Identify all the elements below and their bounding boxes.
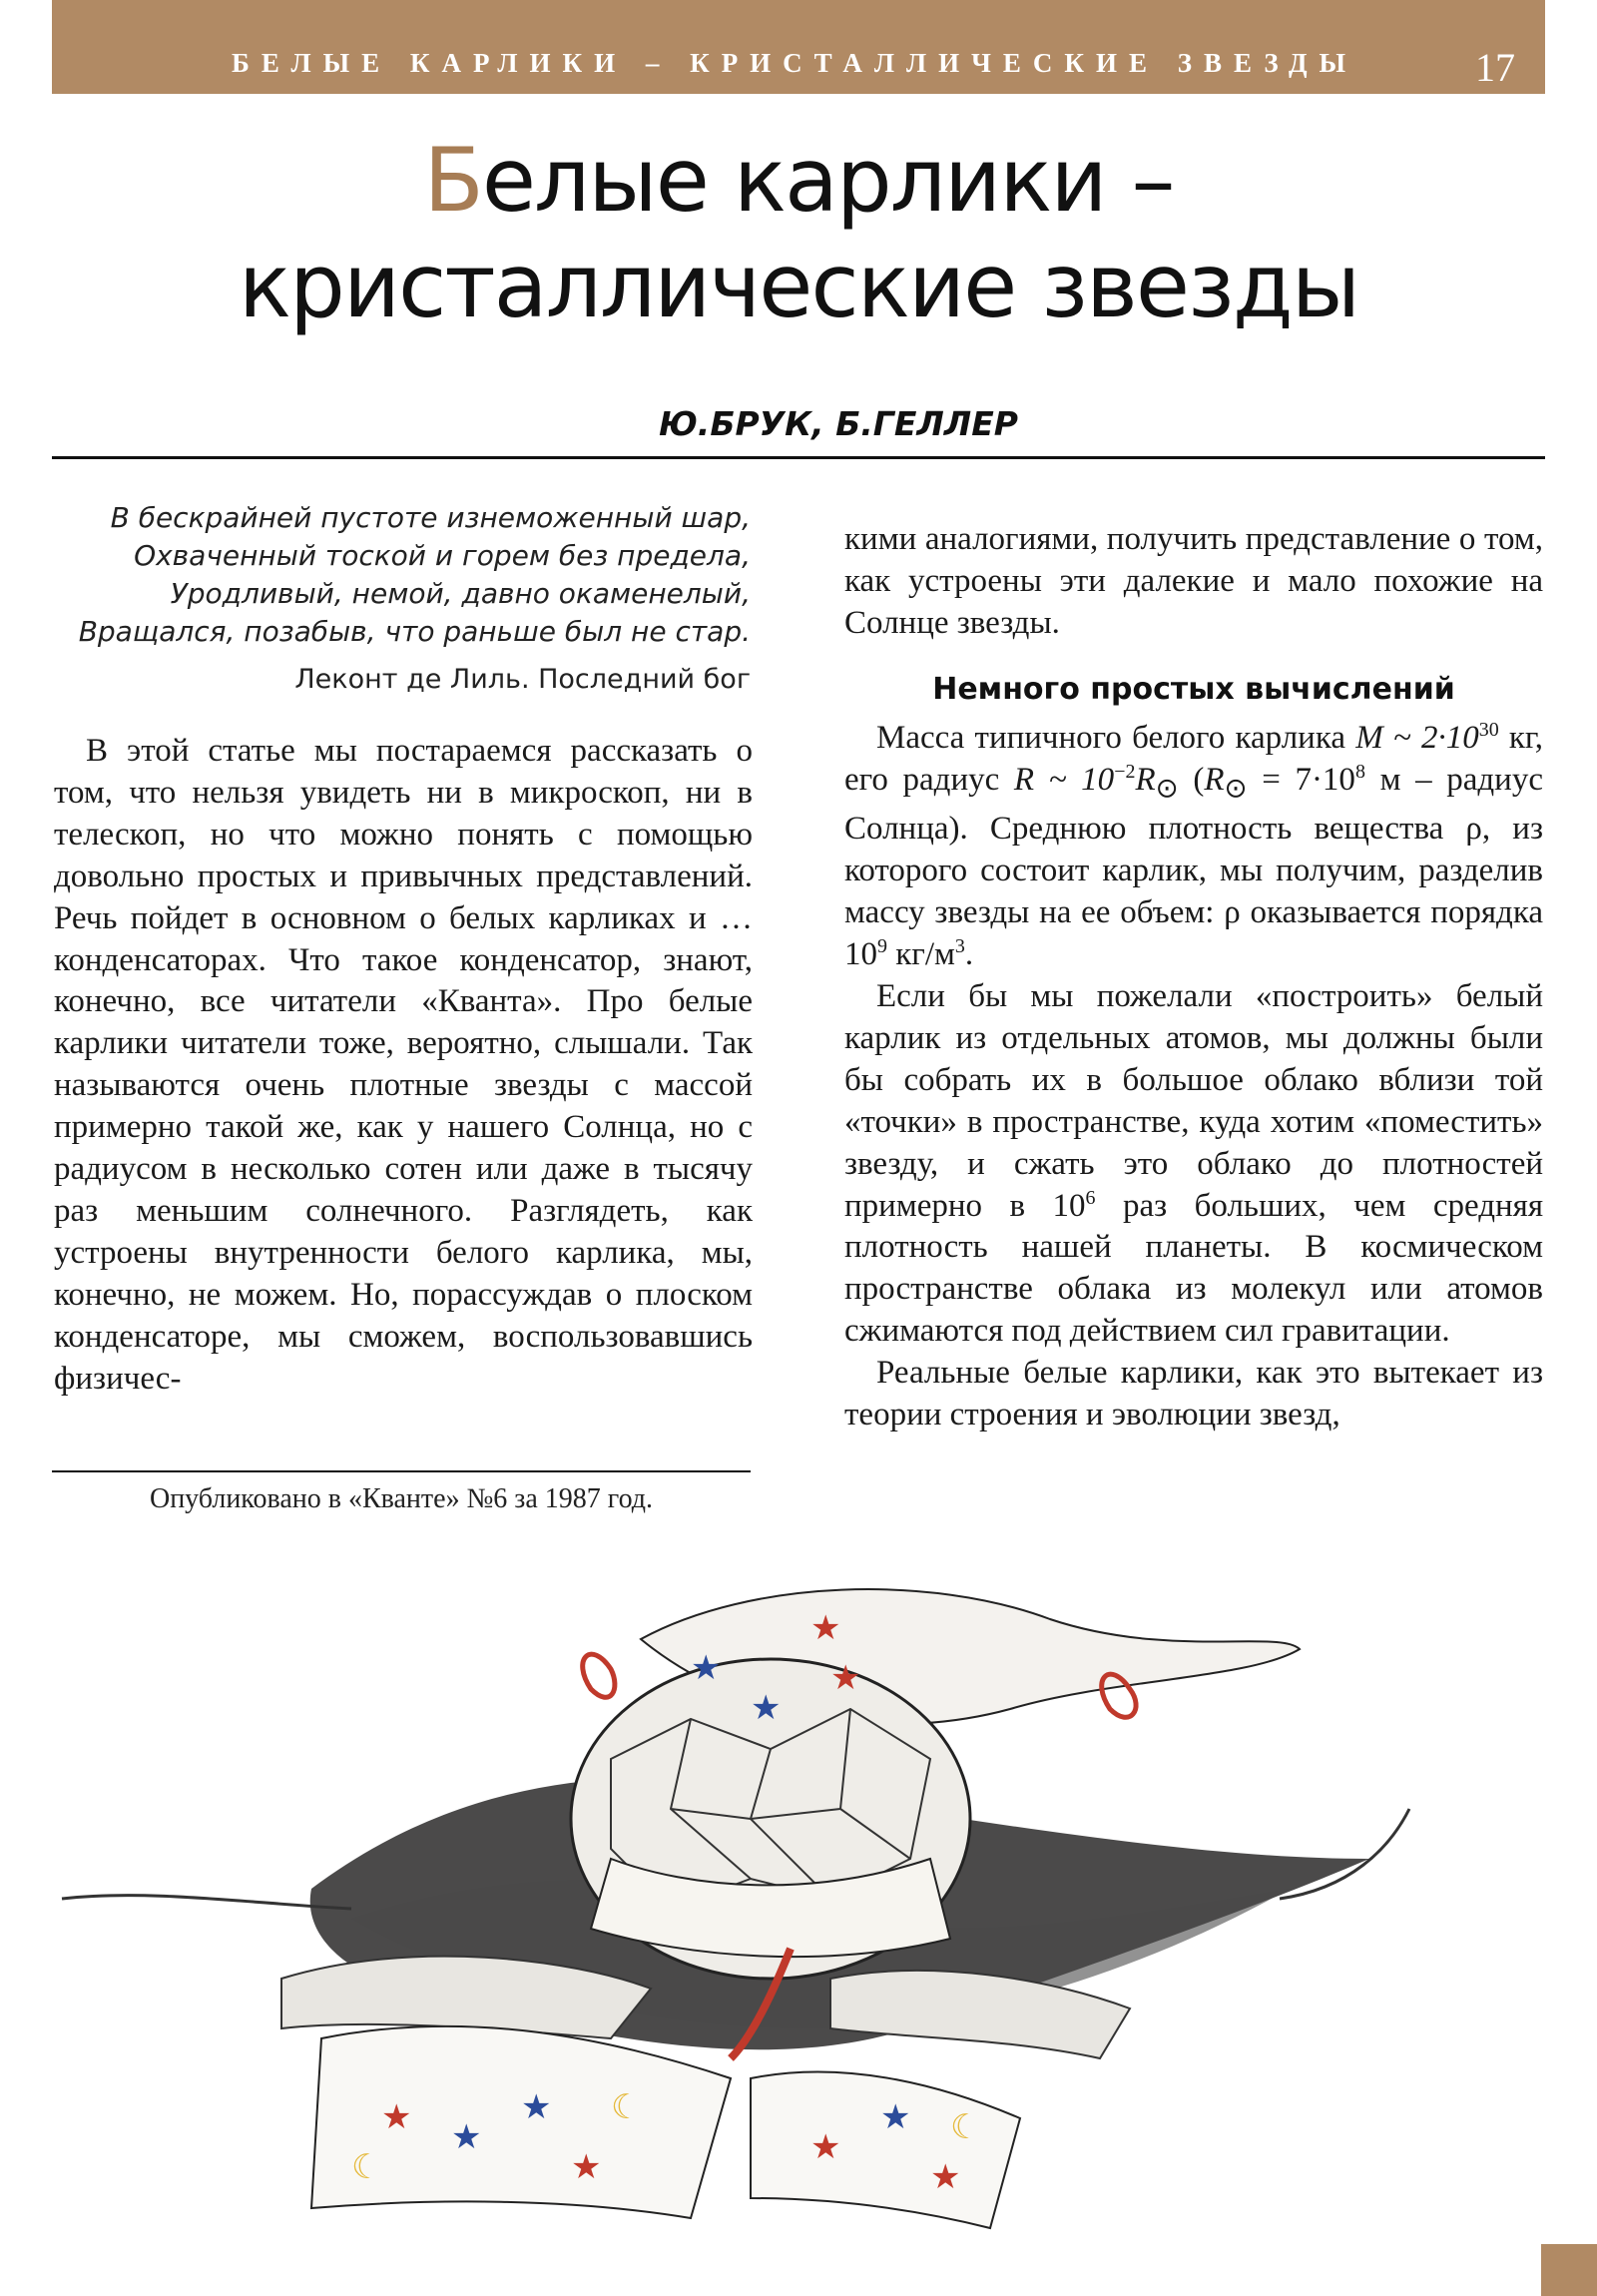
intro-paragraph: В этой статье мы постараемся рассказать о том, что нельзя увидеть ни в микроскоп, ни в телескоп, но что можно понять с помощью довольно простых и привычных представлений. Речь пойдет в основном о белых карликах и … конденсаторах. Что такое конденсатор, знают, конечно, все читатели «Кванта». Про белые карлики читатели тоже, вероятно, слышали. Так называются очень плотные звезды с массой примерно такой же, как у нашего Солнца, но с радиусом в несколько сотен или даже в тысячу раз меньшим солнечного. Разглядеть, как устроены внутренности белого карлика, мы, конечно, не можем. Но, порассуждав о плоском конденсаторе, мы сможем, воспользовавшись физичес-	[54, 733, 753, 1397]
real-dwarfs-paragraph: Реальные белые карлики, как это вытекает из теории строения и эволюции звезд,	[844, 1355, 1543, 1434]
svg-text:★: ★	[751, 1688, 782, 1728]
continuation-paragraph: кими аналогиями, получить представление о том, как устроены эти далекие и мало похожие на Солнце звезды.	[844, 521, 1543, 641]
crystal-star-illustration	[52, 1559, 1545, 2258]
mass-paragraph: Масса типичного белого карлика M ~ $2\cdot 10^{30}$ кг, его радиус R ~ $10^{-2}R_⊙$ ($R_⊙ = 7\cdot 10^8$ м – радиус Солнца). Среднюю плотность вещества ρ, из которого состоит карлик, мы получим, разделив массу звезды на ее объем: ρ оказывается порядка $10^9$ $кг/м^3$.	[844, 719, 1543, 973]
article-authors: Ю.БРУК, Б.ГЕЛЛЕР	[659, 404, 1018, 443]
epigraph-line: Вращался, позабыв, что раньше был не стар.	[78, 615, 751, 648]
svg-text:★: ★	[451, 2117, 482, 2157]
svg-text:★: ★	[691, 1648, 722, 1688]
epigraph-source: Леконт де Лиль. Последний бог	[294, 664, 751, 695]
svg-text:☾: ☾	[950, 2107, 981, 2147]
page-number: 17	[1475, 45, 1515, 90]
svg-text:★: ★	[880, 2097, 911, 2137]
running-title: БЕЛЫЕ КАРЛИКИ – КРИСТАЛЛИЧЕСКИЕ ЗВЕЗДЫ	[232, 48, 1358, 78]
svg-text:☾: ☾	[351, 2147, 382, 2187]
svg-text:☾: ☾	[611, 2087, 642, 2127]
title-initial: Б	[423, 129, 482, 232]
left-column	[54, 731, 753, 1401]
svg-text:★: ★	[810, 1608, 841, 1648]
svg-text:★: ★	[930, 2157, 961, 2197]
right-column-continuation	[844, 519, 1543, 645]
sun-symbol-icon: ⊙	[1224, 772, 1248, 804]
publication-footnote: Опубликовано в «Кванте» №6 за 1987 год.	[149, 1483, 654, 1514]
footnote-divider	[52, 1470, 751, 1472]
svg-text:★: ★	[830, 1658, 861, 1698]
construction-paragraph: Если бы мы пожелали «построить» белый карлик из отдельных атомов, мы должны были бы собрать их в большое облако вблизи той «точки» в пространстве, куда хотим «поместить» звезду, и сжать это облако до плотностей примерно в $10^6$ раз больших, чем средняя плотность нашей планеты. В космическом пространстве облака из молекул или атомов сжимаются под действием сил гравитации.	[844, 978, 1544, 1350]
title-line2: кристаллические звезды	[238, 235, 1359, 337]
section-heading: Немного простых вычислений	[932, 672, 1455, 707]
svg-text:★: ★	[571, 2147, 602, 2187]
epigraph-line: Уродливый, немой, давно окаменелый,	[170, 577, 751, 610]
page-corner-tab	[1541, 2244, 1597, 2296]
right-column-body	[844, 718, 1543, 1436]
title-line1: елые карлики –	[481, 129, 1174, 232]
svg-text:★: ★	[381, 2097, 412, 2137]
authors-divider	[52, 456, 1545, 459]
epigraph	[52, 499, 751, 651]
running-header	[52, 0, 1545, 94]
svg-text:★: ★	[521, 2087, 552, 2127]
sun-symbol-icon: ⊙	[1155, 772, 1179, 804]
svg-text:★: ★	[810, 2127, 841, 2167]
epigraph-line: В бескрайней пустоте изнеможенный шар,	[110, 501, 751, 534]
article-title	[0, 128, 1597, 339]
epigraph-line: Охваченный тоской и горем без предела,	[134, 539, 751, 572]
